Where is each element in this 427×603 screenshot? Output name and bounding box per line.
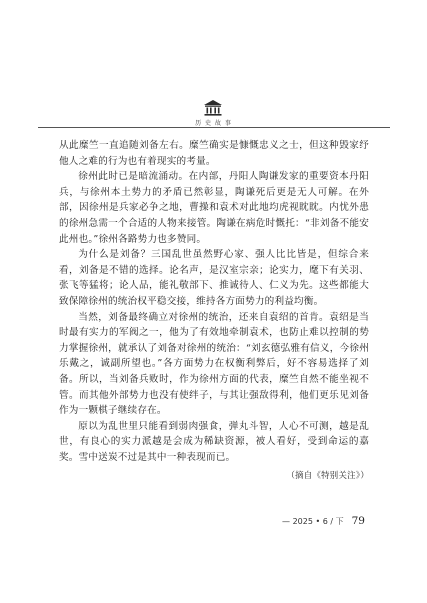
article-body: [59, 138, 369, 482]
header-divider: [38, 127, 390, 128]
paragraph-1: 从此糜竺一直追随刘备左右。糜竺确实是慷慨忠义之士，但这种毁家纾他人之难的行为也有着现实的考量。: [59, 140, 369, 167]
paragraph-4: 当然，刘备最终确立对徐州的统治，还来自袁绍的首肯。袁绍是当时最有实力的军阀之一，他为了有效地牵制袁术，也防止难以控制的势力掌握徐州，就承认了刘备对徐州的统治：“刘玄德弘雅有信义，今徐州乐戴之，诚副所望也。”各方面势力在权衡利弊后，好不容易选择了刘备。所以，当刘备兵败时，作为徐州方面的代表，糜竺自然不能坐视不管。而其他外部势力也没有使绊子，与其让强敌得利，他们更乐见刘备作为一颗棋子继续存在。: [59, 311, 369, 417]
source-citation: （摘自《特别关注》）: [286, 470, 369, 481]
paragraph-2: 徐州此时已是暗流涌动。在内部，丹阳人陶谦发家的重要资本丹阳兵，与徐州本土势力的矛盾已然彰显，陶谦死后更是无人可解。在外部，因徐州是兵家必争之地，曹操和袁术对此地均虎视眈眈。内忧外患的徐州急需一个合适的人物来接管。陶谦在病危时慨托：“非刘备不能安此州也。”徐州各路势力也多赞同。: [59, 171, 369, 245]
issue-label: — 2025 • 6 / 下: [282, 517, 344, 526]
paragraph-3: 为什么是刘备？三国乱世虽然野心家、强人比比皆是，但综合来看，刘备是不错的选择。论名声，是汉室宗亲；论实力，麾下有关羽、张飞等猛将；论人品，能礼敬部下、推诚待人、仁义为先。这些都能大致保障徐州的统治权平稳交接，维持各方面势力的利益均衡。: [59, 249, 369, 307]
page-header: [0, 98, 427, 132]
page-number: 79: [351, 515, 365, 527]
section-label: 历 史 故 事: [195, 120, 232, 127]
column-emblem-icon: [203, 98, 223, 118]
paragraph-5: 原以为乱世里只能看到弱肉强食，弹丸斗智，人心不可测，越是乱世，有良心的实力派越是会成为稀缺资源，被人看好，受到命运的嘉奖。雪中送炭不过是其中一种表现而已。: [59, 420, 369, 463]
page-footer: [282, 515, 365, 527]
